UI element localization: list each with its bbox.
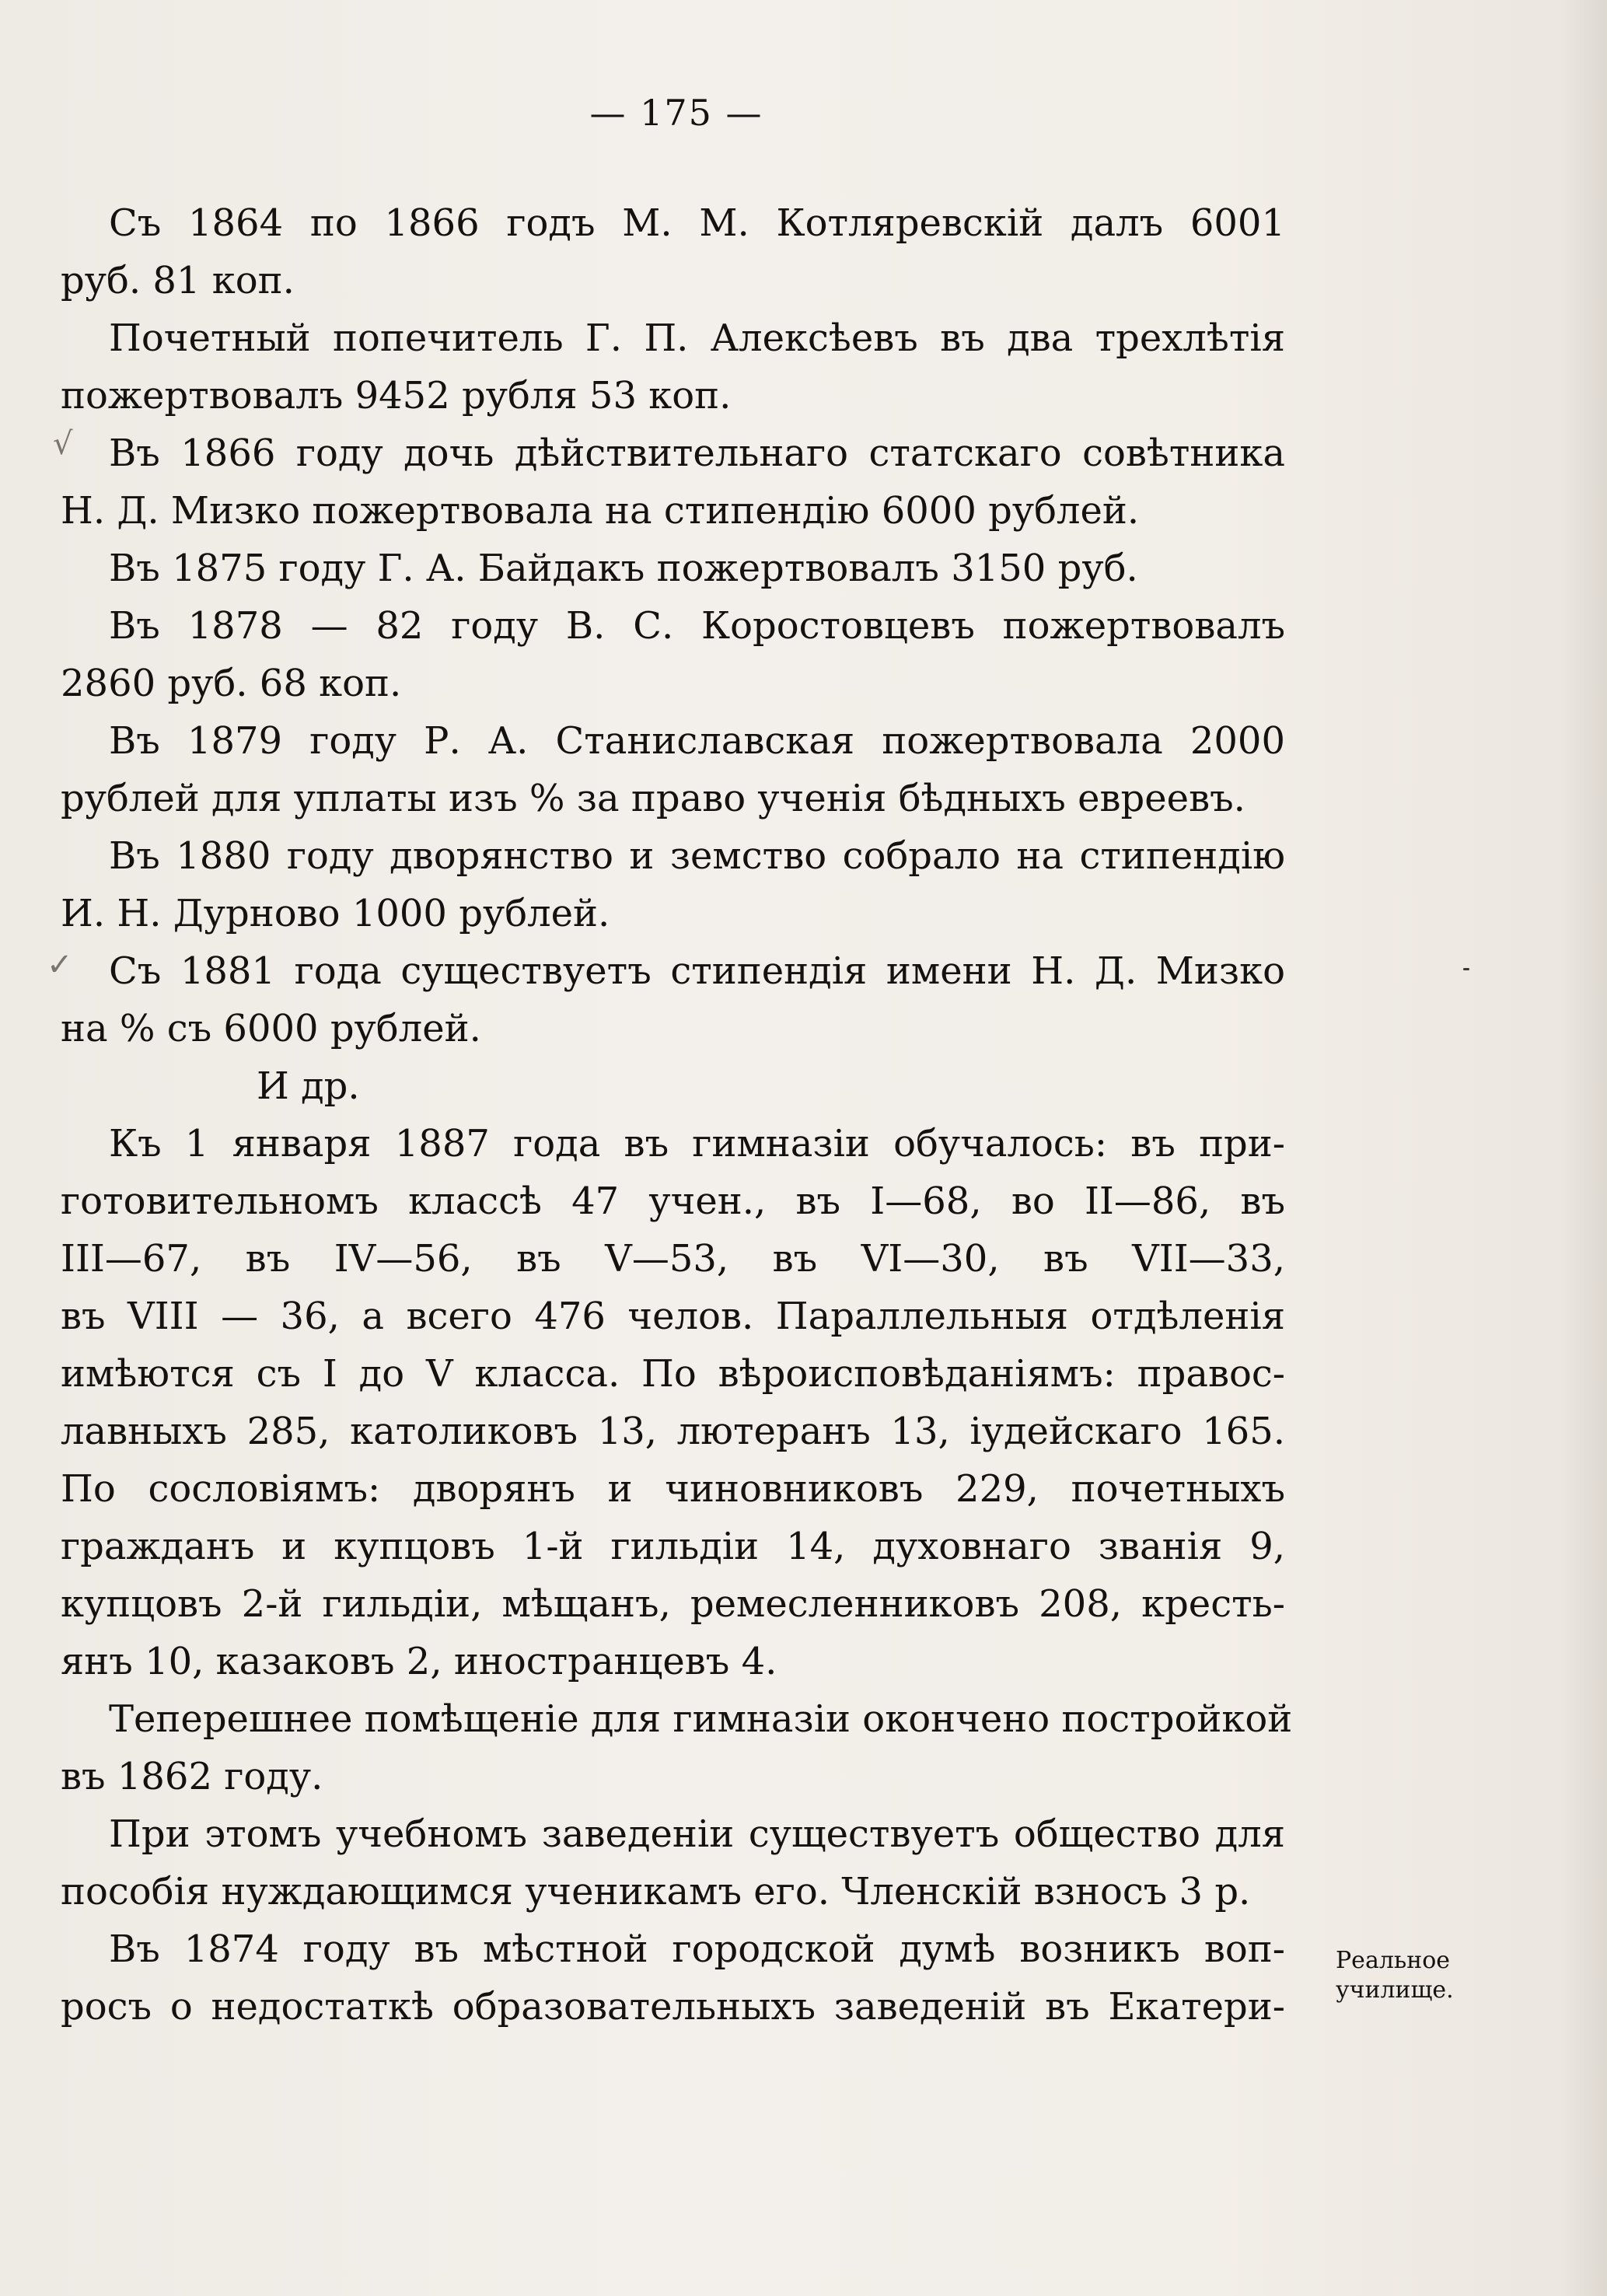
text-line: пожертвовалъ 9452 рубля 53 коп.: [61, 374, 732, 418]
margin-note: [1336, 1946, 1491, 2005]
text-line: Теперешнее помѣщеніе для гимназіи окончено постройкой: [109, 1697, 1293, 1741]
page-number: — 175 —: [589, 92, 763, 134]
text-line: гражданъ и купцовъ 1-й гильдіи 14, духовнаго званія 9,: [61, 1525, 1285, 1568]
text-line: По сословіямъ: дворянъ и чиновниковъ 229, почетныхъ: [61, 1467, 1285, 1511]
margin-note-line-1: Реальное: [1336, 1947, 1451, 1974]
pencil-check-mark-1: √: [53, 426, 73, 462]
text-line: рублей для уплаты изъ % за право ученія бѣдныхъ евреевъ.: [61, 777, 1245, 820]
text-line: Въ 1875 году Г. А. Байдакъ пожертвовалъ 3150 руб.: [109, 547, 1138, 590]
text-line: Н. Д. Мизко пожертвовала на стипендію 6000 рублей.: [61, 489, 1140, 533]
body-text: [61, 194, 1293, 2036]
text-line: Въ 1880 году дворянство и земство собрало на стипендію: [109, 834, 1285, 878]
text-line: руб. 81 коп.: [61, 259, 295, 302]
text-line: Съ 1881 года существуетъ стипендія имени Н. Д. Мизко: [109, 949, 1285, 993]
text-line: въ 1862 году.: [61, 1755, 323, 1798]
text-line: Къ 1 января 1887 года въ гимназіи обучалось: въ при-: [109, 1122, 1285, 1165]
text-line: При этомъ учебномъ заведеніи существуетъ общество для: [109, 1812, 1285, 1856]
page-edge-shadow: [1560, 0, 1607, 2296]
text-line: купцовъ 2-й гильдіи, мѣщанъ, ремесленниковъ 208, кресть-: [61, 1582, 1285, 1626]
text-line: пособія нуждающимся ученикамъ его. Членскій взносъ 3 р.: [61, 1870, 1251, 1913]
pencil-check-mark-2: ✓: [47, 947, 73, 983]
text-line: въ VIII — 36, а всего 476 челов. Параллельныя отдѣленія: [61, 1295, 1285, 1338]
text-line: Почетный попечитель Г. П. Алексѣевъ въ два трехлѣтія: [109, 316, 1285, 360]
margin-note-line-2: училище.: [1336, 1976, 1454, 2004]
text-line: янъ 10, казаковъ 2, иностранцевъ 4.: [61, 1640, 777, 1683]
text-line: И. Н. Дурново 1000 рублей.: [61, 892, 610, 935]
text-line: И др.: [257, 1064, 360, 1108]
text-line: готовительномъ классѣ 47 учен., въ I—68, во II—86, въ: [61, 1179, 1285, 1223]
scan-speck: [1463, 968, 1469, 970]
text-line: Съ 1864 по 1866 годъ М. М. Котляревскій далъ 6001: [109, 201, 1285, 245]
text-line: росъ о недостаткѣ образовательныхъ заведеній въ Екатери-: [61, 1985, 1285, 2029]
text-line: имѣются съ I до V класса. По вѣроисповѣданіямъ: правос-: [61, 1352, 1285, 1396]
text-line: на % съ 6000 рублей.: [61, 1007, 481, 1050]
text-line: Въ 1874 году въ мѣстной городской думѣ возникъ воп-: [109, 1927, 1285, 1971]
text-line: Въ 1866 году дочь дѣйствительнаго статскаго совѣтника: [109, 432, 1285, 475]
text-line: III—67, въ IV—56, въ V—53, въ VI—30, въ VII—33,: [61, 1237, 1285, 1281]
text-line: Въ 1878 — 82 году В. С. Коростовцевъ пожертвовалъ: [109, 604, 1285, 648]
text-line: Въ 1879 году Р. А. Станиславская пожертвовала 2000: [109, 719, 1285, 763]
text-line: 2860 руб. 68 коп.: [61, 662, 402, 705]
text-line: лавныхъ 285, католиковъ 13, лютеранъ 13, іудейскаго 165.: [61, 1410, 1285, 1453]
